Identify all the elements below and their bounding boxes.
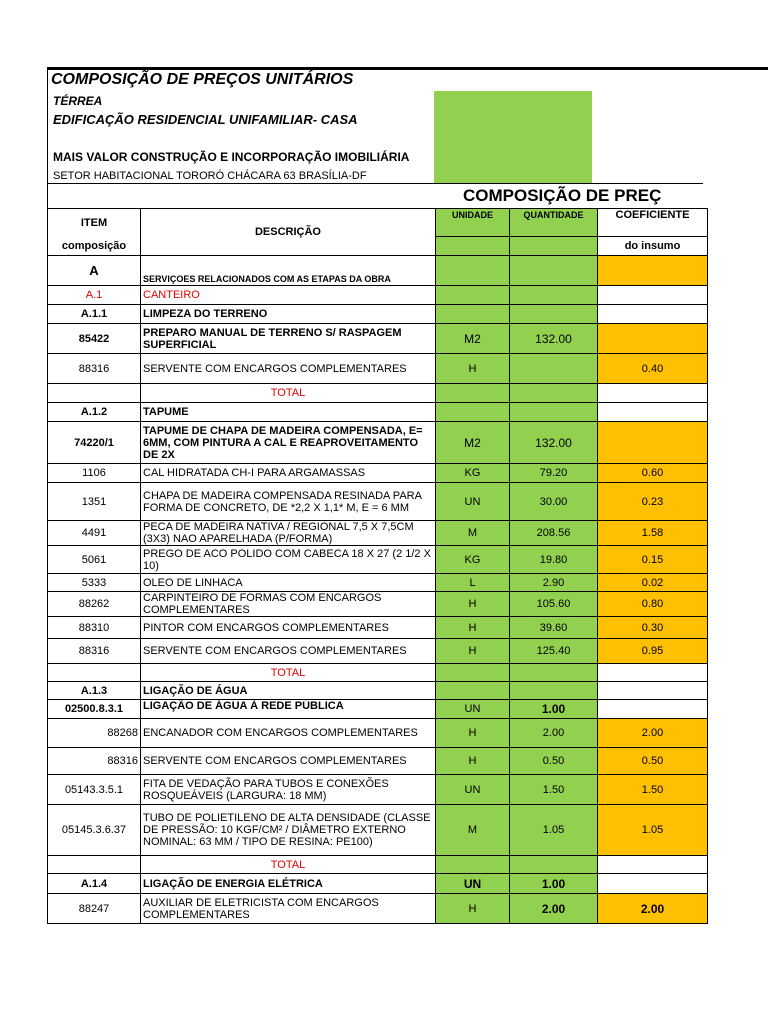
row-unit [436, 384, 510, 403]
row-item-code: 5333 [48, 574, 141, 592]
row-description: CAL HIDRATADA CH-I PARA ARGAMASSAS [141, 464, 436, 483]
row-description: PECA DE MADEIRA NATIVA / REGIONAL 7,5 X 7,5CM (3X3) NAO APARELHADA (P/FORMA) [141, 521, 436, 546]
row-unit: KG [436, 546, 510, 574]
table-row [48, 775, 708, 805]
row-item-code: 74220/1 [48, 422, 141, 464]
row-quantity [510, 286, 598, 305]
row-description: FITA DE VEDAÇÃO PARA TUBOS E CONEXÕES ROSQUEÁVEIS (LARGURA: 18 MM) [141, 775, 436, 805]
row-unit [436, 664, 510, 682]
header-company: MAIS VALOR CONSTRUÇÃO E INCORPORAÇÃO IMOBILIÁRIA [53, 150, 410, 164]
col-header-coef: COEFICIENTE [598, 209, 708, 237]
row-unit: UN [436, 874, 510, 894]
row-quantity [510, 856, 598, 874]
row-item-code: A.1 [48, 286, 141, 305]
row-description: SERVENTE COM ENCARGOS COMPLEMENTARES [141, 354, 436, 384]
row-unit [436, 256, 510, 286]
table-row [48, 805, 708, 856]
row-quantity: 2.00 [510, 719, 598, 748]
row-coefficient: 0.50 [598, 748, 708, 775]
row-quantity [510, 384, 598, 403]
row-unit [436, 856, 510, 874]
row-description: LIMPEZA DO TERRENO [141, 305, 436, 324]
row-description: LIGAÇÃO DE ÁGUA [141, 682, 436, 700]
row-coefficient [598, 256, 708, 286]
col-header-qty-blank [510, 237, 598, 256]
row-coefficient: 1.58 [598, 521, 708, 546]
row-description: TAPUME DE CHAPA DE MADEIRA COMPENSADA, E= 6MM, COM PINTURA A CAL E REAPROVEITAMENTO DE 2X [141, 422, 436, 464]
row-quantity: 2.90 [510, 574, 598, 592]
row-coefficient [598, 682, 708, 700]
row-description: TOTAL [141, 384, 436, 403]
row-coefficient [598, 856, 708, 874]
row-description: SERVIÇOES RELACIONADOS COM AS ETAPAS DA OBRA [141, 256, 436, 286]
table-row [48, 324, 708, 354]
row-unit: M2 [436, 422, 510, 464]
col-header-coef-sub: do insumo [598, 237, 708, 256]
row-quantity: 208.56 [510, 521, 598, 546]
row-description: CANTEIRO [141, 286, 436, 305]
row-item-code: 88247 [48, 894, 141, 924]
col-header-qty: QUANTIDADE [510, 209, 598, 237]
col-header-unit-blank [436, 237, 510, 256]
row-quantity [510, 354, 598, 384]
row-description: TUBO DE POLIETILENO DE ALTA DENSIDADE (CLASSE DE PRESSÃO: 10 KGF/CM² / DIÂMETRO EXTERNO NOMINAL: 63 MM / TIPO DE RESINA: PE100) [141, 805, 436, 856]
header-left-border [47, 67, 48, 209]
banner-title: COMPOSIÇÃO DE PREÇ [463, 186, 662, 205]
row-item-code: 1106 [48, 464, 141, 483]
row-coefficient [598, 874, 708, 894]
composition-table [47, 208, 708, 924]
row-unit: H [436, 748, 510, 775]
col-header-unit: UNIDADE [436, 209, 510, 237]
row-description: CARPINTEIRO DE FORMAS COM ENCARGOS COMPLEMENTARES [141, 592, 436, 617]
row-item-code: 05143.3.5.1 [48, 775, 141, 805]
col-header-item-sub: composição [48, 237, 141, 256]
row-item-code: 88316 [48, 748, 141, 775]
row-quantity: 132.00 [510, 324, 598, 354]
table-row [48, 384, 708, 403]
table-row [48, 256, 708, 286]
table-row [48, 700, 708, 719]
row-quantity [510, 682, 598, 700]
row-unit: H [436, 894, 510, 924]
table-row [48, 574, 708, 592]
row-description: TOTAL [141, 856, 436, 874]
row-quantity: 30.00 [510, 483, 598, 521]
row-description: LIGAÇÃO DE ÁGUA À REDE PÚBLICA [141, 700, 436, 719]
row-description: ENCANADOR COM ENCARGOS COMPLEMENTARES [141, 719, 436, 748]
row-description: TAPUME [141, 403, 436, 422]
table-row [48, 521, 708, 546]
table-row [48, 682, 708, 700]
row-quantity: 125.40 [510, 639, 598, 664]
row-item-code: 02500.8.3.1 [48, 700, 141, 719]
row-item-code: A.1.4 [48, 874, 141, 894]
row-coefficient: 2.00 [598, 719, 708, 748]
row-item-code [48, 384, 141, 403]
table-row [48, 422, 708, 464]
row-description: PREGO DE ACO POLIDO COM CABECA 18 X 27 (2 1/2 X 10) [141, 546, 436, 574]
table-row [48, 856, 708, 874]
row-coefficient: 0.23 [598, 483, 708, 521]
header-building: EDIFICAÇÃO RESIDENCIAL UNIFAMILIAR- CASA [53, 112, 358, 127]
banner-top-line [47, 183, 703, 184]
table-row [48, 286, 708, 305]
row-unit: UN [436, 775, 510, 805]
table-row [48, 664, 708, 682]
row-coefficient [598, 305, 708, 324]
row-unit: UN [436, 483, 510, 521]
table-row [48, 894, 708, 924]
table-row [48, 483, 708, 521]
row-description: SERVENTE COM ENCARGOS COMPLEMENTARES [141, 748, 436, 775]
row-quantity: 0.50 [510, 748, 598, 775]
header-floor: TÉRREA [53, 94, 103, 108]
row-coefficient [598, 664, 708, 682]
table-row [48, 719, 708, 748]
row-description: PREPARO MANUAL DE TERRENO S/ RASPAGEM SUPERFICIAL [141, 324, 436, 354]
row-unit: H [436, 592, 510, 617]
row-unit: M2 [436, 324, 510, 354]
row-quantity: 105.60 [510, 592, 598, 617]
row-quantity: 79.20 [510, 464, 598, 483]
table-row [48, 874, 708, 894]
table-row [48, 748, 708, 775]
row-coefficient [598, 286, 708, 305]
row-item-code: 5061 [48, 546, 141, 574]
table-row [48, 639, 708, 664]
row-unit: UN [436, 700, 510, 719]
row-unit [436, 682, 510, 700]
row-unit: M [436, 805, 510, 856]
page-title: COMPOSIÇÃO DE PREÇOS UNITÁRIOS [51, 71, 354, 88]
row-coefficient: 0.80 [598, 592, 708, 617]
row-coefficient: 0.40 [598, 354, 708, 384]
row-item-code [48, 856, 141, 874]
row-coefficient [598, 324, 708, 354]
table-row [48, 617, 708, 639]
row-coefficient: 0.15 [598, 546, 708, 574]
row-item-code: 88316 [48, 639, 141, 664]
row-item-code: 1351 [48, 483, 141, 521]
row-unit: L [436, 574, 510, 592]
table-row [48, 592, 708, 617]
table-row [48, 546, 708, 574]
row-coefficient: 0.60 [598, 464, 708, 483]
row-quantity: 1.00 [510, 700, 598, 719]
row-quantity: 19.80 [510, 546, 598, 574]
row-coefficient [598, 700, 708, 719]
row-item-code [48, 664, 141, 682]
table-row [48, 464, 708, 483]
row-item-code: 88310 [48, 617, 141, 639]
row-coefficient: 1.50 [598, 775, 708, 805]
row-item-code: 05145.3.6.37 [48, 805, 141, 856]
row-description: SERVENTE COM ENCARGOS COMPLEMENTARES [141, 639, 436, 664]
table-row [48, 403, 708, 422]
row-item-code: A.1.2 [48, 403, 141, 422]
row-quantity [510, 305, 598, 324]
row-item-code: A [48, 256, 141, 286]
row-unit [436, 286, 510, 305]
row-unit: H [436, 354, 510, 384]
row-quantity [510, 403, 598, 422]
row-item-code: A.1.3 [48, 682, 141, 700]
row-quantity: 1.00 [510, 874, 598, 894]
row-description: PINTOR COM ENCARGOS COMPLEMENTARES [141, 617, 436, 639]
row-coefficient [598, 422, 708, 464]
row-coefficient: 0.30 [598, 617, 708, 639]
table-row [48, 305, 708, 324]
row-coefficient: 1.05 [598, 805, 708, 856]
row-description: CHAPA DE MADEIRA COMPENSADA RESINADA PARA FORMA DE CONCRETO, DE *2,2 X 1,1* M, E = 6 MM [141, 483, 436, 521]
col-header-desc: DESCRIÇÃO [141, 209, 436, 256]
row-description: AUXILIAR DE ELETRICISTA COM ENCARGOS COMPLEMENTARES [141, 894, 436, 924]
row-description: TOTAL [141, 664, 436, 682]
row-unit: KG [436, 464, 510, 483]
row-unit [436, 305, 510, 324]
row-quantity: 132.00 [510, 422, 598, 464]
row-quantity: 2.00 [510, 894, 598, 924]
row-quantity [510, 256, 598, 286]
row-item-code: 4491 [48, 521, 141, 546]
row-item-code: 88262 [48, 592, 141, 617]
row-quantity: 39.60 [510, 617, 598, 639]
row-coefficient: 0.95 [598, 639, 708, 664]
row-coefficient: 2.00 [598, 894, 708, 924]
row-unit: H [436, 639, 510, 664]
row-description: OLEO DE LINHACA [141, 574, 436, 592]
row-item-code: 85422 [48, 324, 141, 354]
row-quantity: 1.50 [510, 775, 598, 805]
sheet-top-border [47, 67, 768, 70]
row-quantity: 1.05 [510, 805, 598, 856]
row-item-code: 88316 [48, 354, 141, 384]
row-coefficient [598, 403, 708, 422]
row-coefficient [598, 384, 708, 403]
row-unit [436, 403, 510, 422]
header-green-block [434, 91, 592, 183]
col-header-item: ITEM [48, 209, 141, 237]
row-unit: H [436, 719, 510, 748]
table-row [48, 354, 708, 384]
row-description: LIGAÇÃO DE ENERGIA ELÉTRICA [141, 874, 436, 894]
row-unit: H [436, 617, 510, 639]
row-coefficient: 0.02 [598, 574, 708, 592]
row-quantity [510, 664, 598, 682]
row-item-code: A.1.1 [48, 305, 141, 324]
row-item-code: 88268 [48, 719, 141, 748]
row-unit: M [436, 521, 510, 546]
header-address: SETOR HABITACIONAL TORORÓ CHÁCARA 63 BRASÍLIA-DF [53, 170, 367, 182]
